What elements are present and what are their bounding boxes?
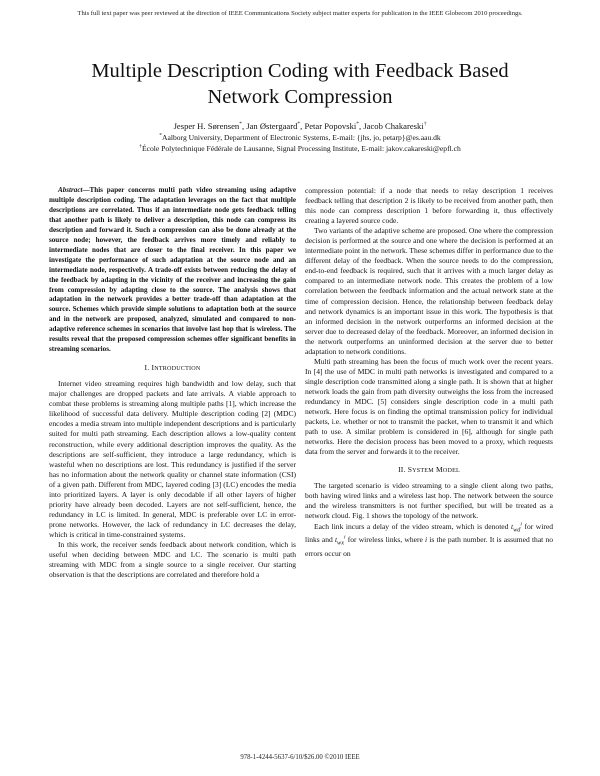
- author-1: Jesper H. Sørensen: [173, 121, 240, 131]
- delay-symbol-wired: $t_{wd}^i$: [510, 520, 522, 533]
- author-separator: ,: [359, 121, 364, 131]
- affiliation-1: [0, 133, 600, 143]
- intro-paragraph-1: Internet video streaming requires high bandwidth and low delay, such that major challenges are dropped packets and late arrivals. A viable approach to combat these problems is streaming along multiple paths [1], which increase the likelihood of successful data delivery. Multiple description coding [2] (MDC) encodes a media stream into multiple independent descriptions and is particularly suited for multi path streaming. Each description allows a low-quality content reconstruction, while every additional description improves the quality. As the descriptions are self-sufficient, they introduce a large redundancy, which is wasteful when no descriptions are lost. This redundancy is justified if the server has no information about the network quality or channel state information (CSI) of a given path. Different from MDC, layered coding [3] (LC) encodes the media into prioritized layers. A layer is only decodable if all other layers of higher priority have already been decoded. Layers are not self-sufficient, hence, the redundancy in LC is limited. In general, MDC is preferable over LC in error-prone networks. However, the lack of redundancy in LC decreases the delay, which is critical in time-constrained systems.: [49, 379, 296, 539]
- title-line-1: Multiple Description Coding with Feedback Based: [91, 60, 509, 82]
- right-column: [305, 186, 553, 559]
- intro-paragraph-3: compression potential: if a node that needs to relay description 1 receives feedback telling that description 2 is likely to be received from another path, then this node can compress description 1 before forwarding it, thus effectively creating a layered source code.: [305, 186, 553, 226]
- system-paragraph-1: The targeted scenario is video streaming to a single client along two paths, both having wired links and a wireless last hop. The network between the source and the wireless transmitters is not further specified, but will be treated as a network cloud. Fig. 1 shows the topology of the network.: [305, 481, 553, 521]
- left-column: [49, 186, 296, 580]
- abstract-lead: Abstract: [58, 186, 83, 194]
- intro-paragraph-5: Multi path streaming has been the focus of much work over the recent years. In [4] the use of MDC in multi path networks is investigated and compared to a single description code transmitted along a single path. It is shown that at higher network loads the gain from path diversity outweighs the loss from the increased redundancy in MDC. [5] considers single description code in a multi path network. Here focus is on finding the optimal transmission policy for individual packets, i.e. whether or not to transmit the packet, when to transmit it and which path to use. A similar problem is considered in [6], although for single path networks. Here the decision process has been moved to a proxy, which requests data from the server and forwards it to the receiver.: [305, 356, 553, 457]
- title-line-2: Network Compression: [207, 86, 393, 108]
- author-3: Petar Popovski: [304, 121, 357, 131]
- affil-mark: *: [239, 121, 242, 128]
- intro-paragraph-4: Two variants of the adaptive scheme are proposed. One where the compression decision is performed at the source and one where the decision is performed at an intermediate point in the network. These schemes differ in performance due to the different delay of the feedback. When the source needs to do the compression, end-to-end feedback is required, such that it arrives with a much larger delay as compared to an intermediate network node. This creates the problem of a low correlation between the feedback information and the actual network state at the time of compression decision. Hence, the relationship between feedback delay and network dynamics is an important issue in this work. The hypothesis is that an informed decision in the network outperforms an informed decision at the server due to decreased delay of the feedback. Moreover, an informed decision in the network outperforms an uninformed decision at the server due to better adaptation to network conditions.: [305, 226, 553, 356]
- peer-review-note: This full text paper was peer reviewed at the direction of IEEE Communications Society subject matter experts for publication in the IEEE Globecom 2010 proceedings.: [77, 10, 523, 17]
- author-separator: ,: [300, 121, 305, 131]
- section-title: INTRODUCTION: [151, 363, 201, 373]
- abstract-dash: —: [82, 186, 90, 194]
- section-title: SYSTEM MODEL: [407, 465, 460, 475]
- delay-symbol-wireless: $t_{wx}^i$: [334, 534, 346, 547]
- affiliation-2: [0, 144, 600, 154]
- affil-mark: *: [356, 121, 360, 128]
- affiliation-1-text: Aalborg University, Department of Electronic Systems, E-mail: {jhs, jo, petarp}@es.aau.dk: [162, 133, 441, 142]
- abstract-text: This paper concerns multi path video streaming using adaptive multiple description coding. The adaptation leverages on the fact that multiple descriptions are correlated. Thus if an intermediate node gets feedback telling that another path is likely to deliver a description, this node can compress its description and forward it. Such a compression can also be done already at the source node; however, the feedback arrives more timely and reliably to intermediate nodes that are closer to the final receiver. In this paper we investigate the performance of such adaptation at the source node and an intermediate node, respectively. A trade-off exists between reducing the delay of the feedback by adapting in the vicinity of the receiver and increasing the gain from compression by adapting close to the source. The analysis shows that adaptation in the network provides a better trade-off than adaptation at the source. Schemes which provide simple solutions to adaptation both at the source and in the network are proposed, analyzed, simulated and compared to non-adaptive reference schemes in scenarios that involve last hop that is wireless. The results reveal that the proposed compression schemes offer significant benefits in streaming scenarios.: [49, 186, 296, 354]
- path-index-symbol: i: [425, 535, 428, 545]
- abstract: [49, 186, 296, 355]
- intro-paragraph-2: In this work, the receiver sends feedback about network condition, which is useful when deciding between MDC and LC. The scenario is multi path streaming with MDC from a single source to a single receiver. Our starting observation is that the descriptions are correlated and therefore hold a: [49, 540, 296, 580]
- affil-mark: *: [297, 121, 301, 128]
- affil-mark: *: [159, 132, 162, 139]
- system-paragraph-2: Each link incurs a delay of the video stream, which is denoted $t_{wd}^i$ for wired links and $t_{wx}^i$ for wireless links, where i is the path number. It is assumed that no errors occur on: [305, 520, 553, 558]
- author-2: Jan Østergaard: [246, 121, 298, 131]
- affil-mark: †: [139, 143, 142, 150]
- affiliation-2-text: École Polytechnique Fédérale de Lausanne, Signal Processing Institute, E-mail: jakov.cakareski@epfl.ch: [141, 144, 461, 153]
- affil-mark: †: [423, 121, 427, 128]
- section-heading-system-model: [305, 465, 553, 476]
- section-number: II.: [398, 465, 406, 475]
- author-4: Jacob Chakareski: [363, 121, 424, 131]
- author-list: [0, 121, 600, 132]
- author-separator: ,: [241, 121, 247, 131]
- section-heading-introduction: [49, 363, 296, 374]
- section-number: I.: [144, 363, 150, 373]
- paper-title: [0, 58, 600, 110]
- copyright-footer: 978-1-4244-5637-6/10/$26.00 ©2010 IEEE: [240, 754, 360, 761]
